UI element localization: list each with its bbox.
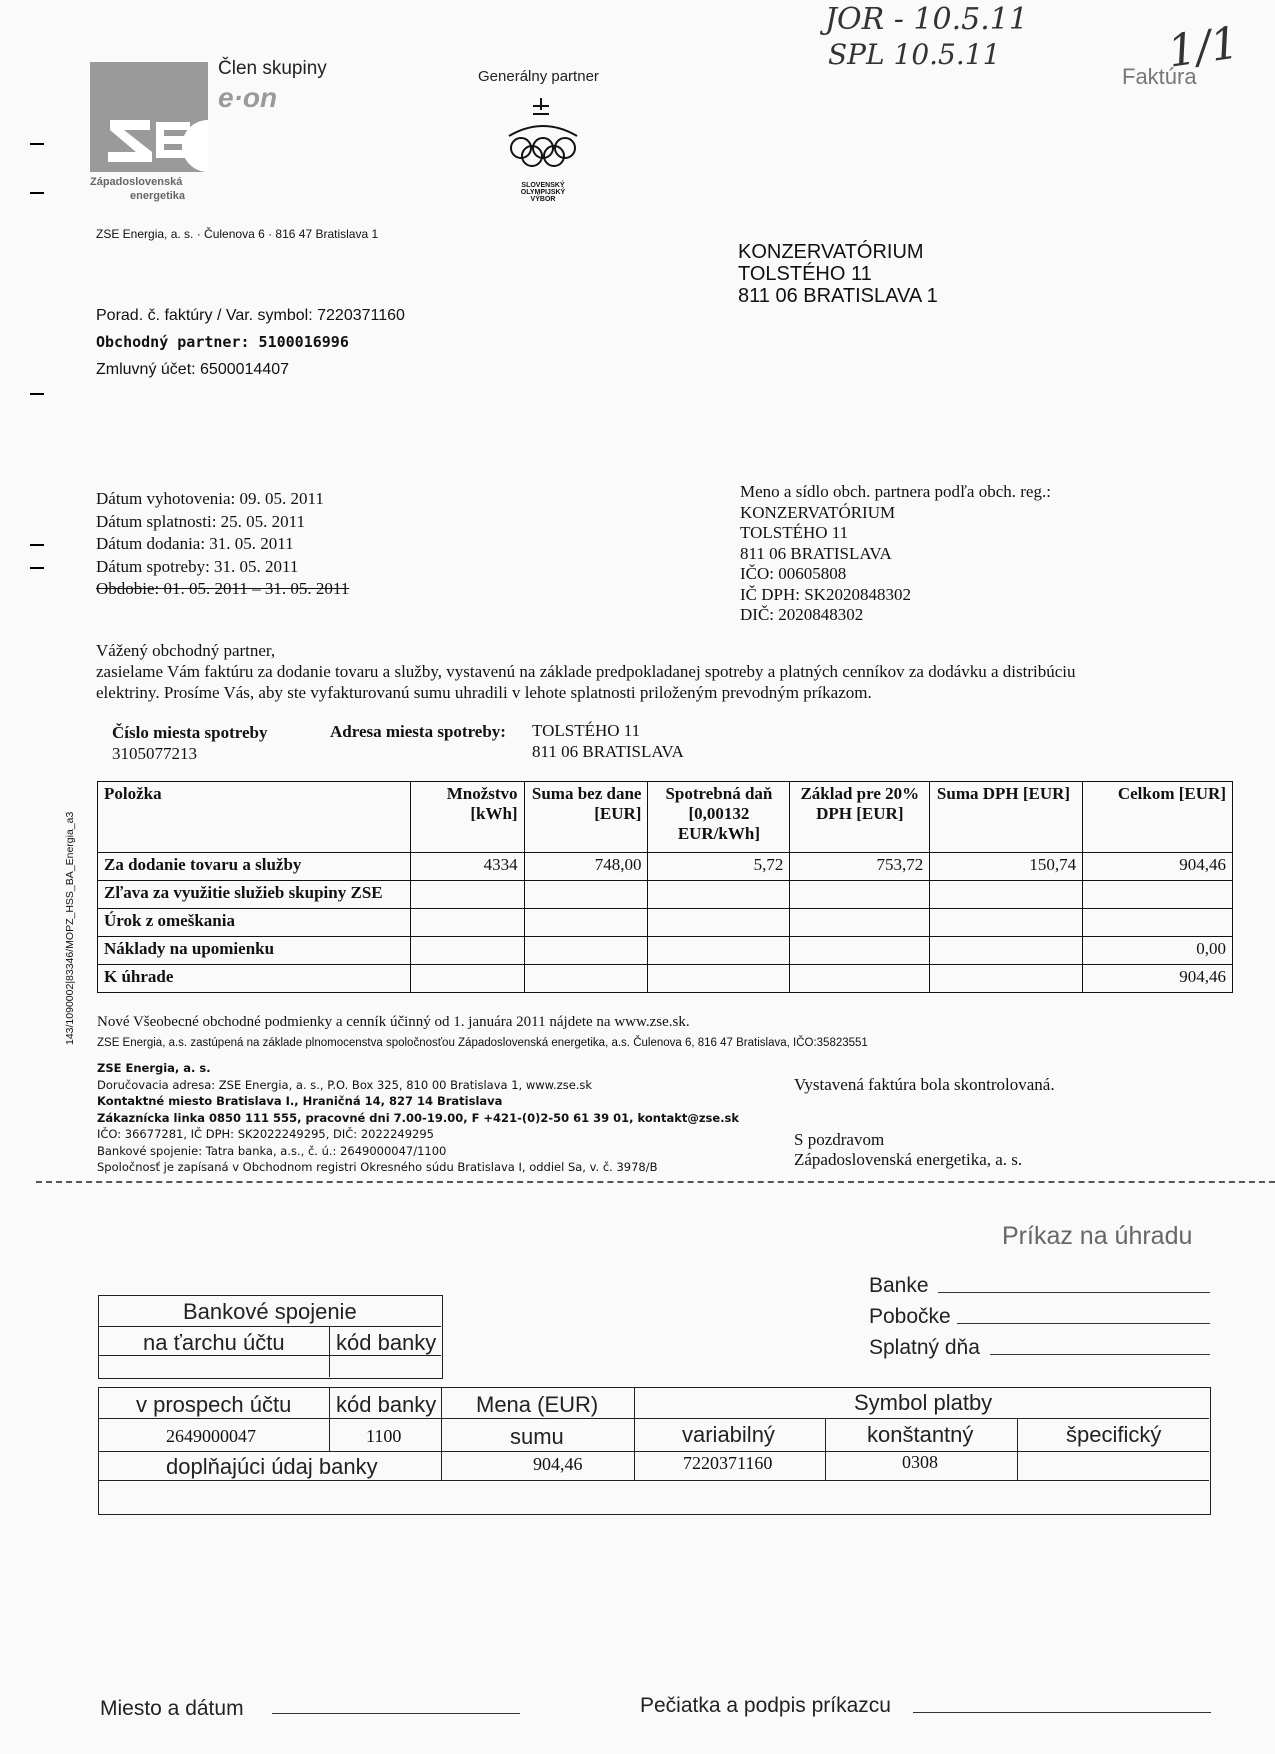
col-header: Položka: [98, 782, 411, 853]
zse-logo: [90, 62, 208, 172]
item-cell: [410, 881, 524, 909]
eon-logo: e·on: [218, 82, 278, 113]
recipient-city: 811 06 BRATISLAVA 1: [738, 285, 938, 307]
place-date-line[interactable]: [272, 1713, 520, 1714]
item-cell: [524, 909, 648, 937]
olympic-logo: [503, 96, 583, 173]
margin-tick: [30, 544, 44, 546]
variable-value: 7220371160: [683, 1453, 773, 1473]
consumption-addr-1: TOLSTÉHO 11: [532, 721, 641, 740]
business-partner: Obchodný partner: 5100016996: [96, 333, 349, 351]
item-cell: [930, 965, 1083, 993]
terms-note: Nové Všeobecné obchodné podmienky a cenník účinný od 1. januára 2011 nájdete na www.zse.sk.: [97, 1014, 690, 1030]
item-cell: 904,46: [1083, 965, 1233, 993]
bank-code-value: 1100: [366, 1426, 402, 1446]
due-line[interactable]: [990, 1354, 1210, 1355]
company-register: Spoločnosť je zapísaná v Obchodnom registri Okresného súdu Bratislava I, oddiel Sa, v. č. 3978/B: [97, 1160, 658, 1174]
letter-greeting: Vážený obchodný partner,: [96, 641, 276, 660]
item-label: K úhrade: [98, 965, 411, 993]
consumption-no-label: Číslo miesta spotreby: [112, 723, 268, 742]
invoice-items-table: [97, 781, 1233, 993]
grid-line: [329, 1387, 330, 1451]
margin-tick: [30, 192, 44, 194]
registered-partner: [740, 482, 1051, 626]
logo-caption-1: Západoslovenská: [90, 176, 183, 188]
company-ids: IČO: 36677281, IČ DPH: SK2022249295, DIČ: 2022249295: [97, 1127, 434, 1141]
invoice-ids: [96, 302, 405, 383]
bank-label: Banke: [869, 1274, 929, 1297]
col-header: Spotrebná daň [0,00132 EUR/kWh]: [648, 782, 790, 853]
item-cell: [1083, 881, 1233, 909]
specific-label: špecifický: [1066, 1422, 1162, 1447]
item-cell: [648, 909, 790, 937]
table-row: [98, 909, 1233, 937]
item-cell: 753,72: [790, 853, 930, 881]
recipient-address: [738, 241, 938, 307]
letter-body-2: elektriny. Prosíme Vás, aby ste vyfakturovanú sumu uhradili v lehote splatnosti priloženým prevodným príkazom.: [96, 683, 872, 702]
billing-period: Obdobie: 01. 05. 2011 – 31. 05. 2011: [96, 579, 350, 598]
registered-street: TOLSTÉHO 11: [740, 523, 849, 542]
consumption-addr-2: 811 06 BRATISLAVA: [532, 742, 684, 761]
item-cell: 4334: [410, 853, 524, 881]
sender-line: ZSE Energia, a. s. · Čulenova 6 · 816 47 Bratislava 1: [96, 227, 379, 241]
col-header: Celkom [EUR]: [1083, 782, 1233, 853]
item-cell: [1083, 909, 1233, 937]
registered-label: Meno a sídlo obch. partnera podľa obch. reg.:: [740, 482, 1051, 501]
grid-line: [98, 1451, 1209, 1452]
regards: S pozdravom: [794, 1130, 885, 1149]
grid-line: [441, 1387, 442, 1480]
registered-name: KONZERVATÓRIUM: [740, 502, 896, 522]
due-label: Splatný dňa: [869, 1336, 980, 1359]
table-row: [98, 881, 1233, 909]
table-row: [98, 965, 1233, 993]
bank-conn-label: Bankové spojenie: [183, 1299, 357, 1324]
logo-caption-2: energetika: [130, 190, 186, 202]
group-label: Člen skupiny: [218, 58, 327, 79]
extra-label: doplňajúci údaj banky: [166, 1454, 378, 1479]
sum-label: sumu: [510, 1424, 564, 1449]
sum-value: 904,46: [533, 1454, 583, 1474]
company-hotline: Zákaznícka linka 0850 111 555, pracovné dni 7.00-19.00, F +421-(0)2-50 61 39 01, kontakt@zse.sk: [97, 1110, 740, 1125]
company-contact: Kontaktné miesto Bratislava I., Hraničná 14, 827 14 Bratislava: [97, 1094, 503, 1108]
item-cell: 5,72: [648, 853, 790, 881]
dates-block: [96, 488, 349, 601]
item-cell: [410, 937, 524, 965]
table-header-row: [98, 782, 1233, 853]
handwritten-note-2: SPL 10.5.11: [828, 38, 1001, 71]
handwritten-page: 1/1: [1164, 17, 1243, 78]
recipient-street: TOLSTÉHO 11: [738, 263, 872, 285]
margin-tick: [30, 393, 44, 395]
registered-city: 811 06 BRATISLAVA: [740, 543, 892, 563]
grid-line: [1017, 1418, 1018, 1480]
consumption-no-value: 3105077213: [112, 744, 197, 763]
contract-account: Zmluvný účet: 6500014407: [96, 361, 290, 378]
debit-label: na ťarchu účtu: [143, 1330, 285, 1355]
letter-body-1: zasielame Vám faktúru za dodanie tovaru a služby, vystavenú na základe predpokladanej spotreby a platných cenníkov za dodávku a distribúciu: [96, 662, 1076, 681]
item-cell: [524, 965, 648, 993]
bank-code-label-2: kód banky: [336, 1392, 437, 1417]
item-cell: [524, 937, 648, 965]
col-header: Suma bez dane [EUR]: [524, 782, 648, 853]
represented-note: ZSE Energia, a.s. zastúpená na základe plnomocenstva spoločnosťou Západoslovenská energetika, a.s. Čulenova 6, 816 47 Bratislava, IČO:35823551: [97, 1037, 868, 1049]
consumption-point-no: [112, 722, 268, 764]
col-header: Množstvo [kWh]: [410, 782, 524, 853]
handwritten-note-1: JOR - 10.5.11: [825, 2, 1028, 37]
signature: Západoslovenská energetika, a. s.: [794, 1150, 1023, 1169]
symbol-label: Symbol platby: [854, 1390, 993, 1415]
partner-label: Generálny partner: [478, 68, 599, 85]
grid-line: [329, 1326, 330, 1377]
col-header: Základ pre 20% DPH [EUR]: [790, 782, 930, 853]
bank-line[interactable]: [938, 1292, 1210, 1293]
tear-line: [36, 1181, 1275, 1183]
grid-line: [98, 1326, 441, 1327]
margin-tick: [30, 143, 44, 145]
company-info: [97, 1060, 739, 1176]
item-cell: [930, 909, 1083, 937]
item-label: Zľava za využitie služieb skupiny ZSE: [98, 881, 411, 909]
grid-line: [98, 1418, 1209, 1419]
item-cell: 0,00: [1083, 937, 1233, 965]
signature-block: [794, 1130, 1022, 1170]
place-date-label: Miesto a dátum: [100, 1697, 244, 1720]
company-name: ZSE Energia, a. s.: [97, 1061, 211, 1075]
branch-line[interactable]: [957, 1323, 1210, 1324]
payment-title: Príkaz na úhradu: [1002, 1222, 1193, 1250]
col-header: Suma DPH [EUR]: [930, 782, 1083, 853]
item-cell: 748,00: [524, 853, 648, 881]
grid-line: [634, 1387, 635, 1480]
item-cell: [930, 881, 1083, 909]
item-label: Úrok z omeškania: [98, 909, 411, 937]
item-cell: [790, 881, 930, 909]
item-cell: [410, 909, 524, 937]
item-cell: [648, 881, 790, 909]
recipient-name: KONZERVATÓRIUM: [738, 241, 924, 263]
stamp-line[interactable]: [913, 1712, 1211, 1713]
table-row: [98, 853, 1233, 881]
account-value: 2649000047: [166, 1426, 256, 1446]
item-cell: [930, 937, 1083, 965]
olympic-caption: SLOVENSKÝ OLYMPIJSKÝ VÝBOR: [520, 182, 566, 203]
item-label: Za dodanie tovaru a služby: [98, 853, 411, 881]
grid-line: [98, 1480, 1209, 1481]
branch-label: Pobočke: [869, 1305, 951, 1328]
date-issued: Dátum vyhotovenia: 09. 05. 2011: [96, 489, 324, 508]
item-cell: 150,74: [930, 853, 1083, 881]
credit-label: v prospech účtu: [136, 1392, 292, 1417]
bank-code-label: kód banky: [336, 1330, 437, 1355]
margin-tick: [30, 567, 44, 569]
company-address: Doručovacia adresa: ZSE Energia, a. s., P.O. Box 325, 810 00 Bratislava 1, www.zse.sk: [97, 1077, 593, 1092]
registered-ico: IČO: 00605808: [740, 564, 847, 583]
item-cell: [790, 909, 930, 937]
item-cell: [790, 937, 930, 965]
constant-value: 0308: [902, 1452, 938, 1472]
checked-note: Vystavená faktúra bola skontrolovaná.: [794, 1075, 1055, 1094]
currency-label: Mena (EUR): [476, 1392, 599, 1417]
date-delivery: Dátum dodania: 31. 05. 2011: [96, 534, 294, 553]
registered-dic: DIČ: 2020848302: [740, 605, 864, 624]
item-cell: [648, 965, 790, 993]
stamp-label: Pečiatka a podpis príkazcu: [640, 1694, 891, 1717]
item-cell: [524, 881, 648, 909]
side-code: 143/1090002|83346/MOPZ_HSS_BA_Energia_a3: [64, 811, 76, 1045]
item-cell: [648, 937, 790, 965]
invoice-number: Porad. č. faktúry / Var. symbol: 7220371160: [96, 307, 405, 324]
company-bank: Bankové spojenie: Tatra banka, a.s., č. ú.: 2649000047/1100: [97, 1143, 447, 1158]
item-cell: 904,46: [1083, 853, 1233, 881]
date-due: Dátum splatnosti: 25. 05. 2011: [96, 511, 306, 531]
item-label: Náklady na upomienku: [98, 937, 411, 965]
consumption-address: [532, 720, 684, 762]
registered-icdph: IČ DPH: SK2020848302: [740, 584, 911, 604]
constant-label: konštantný: [867, 1422, 974, 1447]
item-cell: [790, 965, 930, 993]
consumption-addr-label: Adresa miesta spotreby:: [330, 722, 506, 741]
letter-text: [96, 640, 1226, 703]
table-row: [98, 937, 1233, 965]
item-cell: [410, 965, 524, 993]
variable-label: variabilný: [682, 1422, 775, 1447]
date-consumption: Dátum spotreby: 31. 05. 2011: [96, 556, 299, 576]
doc-type: Faktúra: [1122, 64, 1197, 89]
grid-line: [825, 1418, 826, 1480]
